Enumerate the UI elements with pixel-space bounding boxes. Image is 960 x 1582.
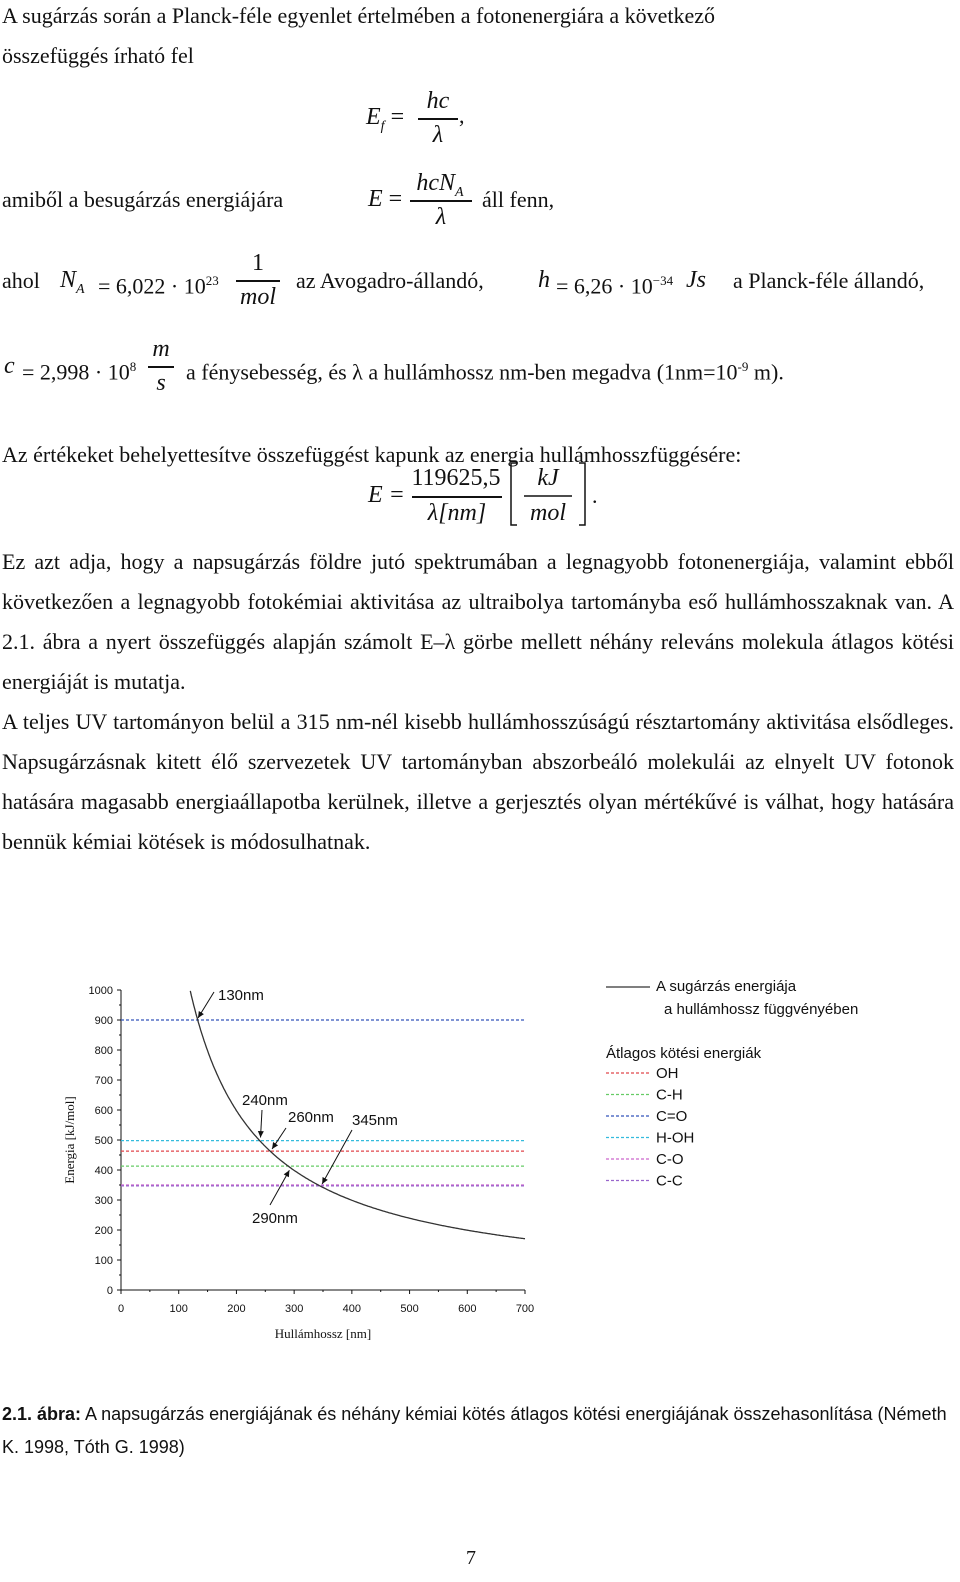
c-exponent: 8 <box>129 359 137 374</box>
page-number: 7 <box>466 1547 476 1569</box>
na-exponent: 23 <box>205 273 219 288</box>
y-tick-label: 500 <box>94 1135 113 1147</box>
legend-title: Átlagos kötési energiák <box>606 1045 762 1062</box>
y-tick-label: 800 <box>94 1045 113 1057</box>
x-tick-label: 500 <box>400 1303 419 1315</box>
na-symbol: N <box>60 267 77 293</box>
h-symbol: h <box>538 267 550 293</box>
y-tick-label: 400 <box>94 1165 113 1177</box>
annotation-260nm: 260nm <box>288 1109 334 1126</box>
x-tick-label: 100 <box>169 1303 188 1315</box>
annotation-345nm: 345nm <box>352 1112 398 1129</box>
h-exponent: −34 <box>652 273 674 288</box>
eq2-denominator: λ <box>435 204 447 230</box>
legend-label-c-o: C-O <box>656 1151 684 1168</box>
eq1-trail: , <box>459 103 465 128</box>
c-label-post: m). <box>748 359 784 385</box>
legend-label-oh: OH <box>656 1065 679 1082</box>
ahol-text: ahol <box>2 268 40 293</box>
na-unit-numerator: 1 <box>252 250 264 276</box>
arrow-345nm <box>322 1130 352 1184</box>
na-sub: A <box>76 281 85 297</box>
x-tick-label: 200 <box>227 1303 246 1315</box>
c-unit-denominator: s <box>156 370 166 396</box>
arrow-130nm-head <box>198 1011 204 1018</box>
eq1-numerator: hc <box>426 88 450 114</box>
y-tick-label: 0 <box>106 1285 113 1297</box>
res-den-unit: [nm] <box>438 500 487 526</box>
c-unit-numerator: m <box>152 336 170 362</box>
legend-label-c-h: C-H <box>656 1086 683 1104</box>
energy-wavelength-chart <box>0 960 960 1360</box>
paragraph-2: A teljes UV tartományon belül a 315 nm-nél kisebb hullámhosszúságú résztartomány aktivitása elsődleges. Napsugárzásnak kitett élő szervezetek UV tartományban abszorbeáló molekulái az elnyelt UV fotonok hatására magasabb energiaállapotba kerülnek, illetve a gerjesztés olyan mértékűvé is válhat, hogy hatására bennük kémiai kötések is módosulhatnak. <box>2 709 954 854</box>
y-tick-label: 900 <box>94 1015 113 1027</box>
res-den-lambda: λ <box>427 500 439 526</box>
arrow-240nm-head <box>258 1131 264 1137</box>
x-axis-label: Hullámhossz [nm] <box>274 1326 372 1341</box>
res-unit-numerator: kJ <box>537 465 559 491</box>
y-tick-label: 300 <box>94 1195 113 1207</box>
y-axis-label: Energia [kJ/mol] <box>62 1096 77 1184</box>
arrow-260nm-head <box>272 1142 278 1149</box>
intro-line-2: összefüggés írható fel <box>2 43 194 68</box>
planck-label: a Planck-féle állandó, <box>733 268 925 293</box>
na-fraction-bar <box>236 280 280 282</box>
eq1-denominator: λ <box>432 122 444 148</box>
avogadro-label: az Avogadro-állandó, <box>296 268 484 293</box>
na-unit-denominator: mol <box>240 284 276 310</box>
figure-caption <box>2 1398 952 1464</box>
c-symbol: c <box>4 353 15 379</box>
annotation-240nm: 240nm <box>242 1092 288 1109</box>
caption-label: 2.1. ábra: <box>2 1404 82 1424</box>
eq2-numerator: hcN <box>416 170 456 196</box>
intro-line-1: A sugárzás során a Planck-féle egyenlet értelmében a fotonenergiára a következő <box>2 3 716 28</box>
legend-label-c-c: C-C <box>656 1172 683 1190</box>
x-tick-label: 0 <box>117 1303 125 1315</box>
legend-curve-line2: a hullámhossz függvényében <box>664 1001 859 1018</box>
y-tick-label: 600 <box>94 1105 113 1117</box>
annotation-290nm: 290nm <box>252 1210 298 1227</box>
h-value: = 6,26 · 10 <box>556 273 653 299</box>
c-label-exp: -9 <box>737 359 749 374</box>
substitution-text: Az értékeket behelyettesítve összefüggést kapunk az energia hullámhosszfüggésére: <box>2 442 742 467</box>
y-tick-label: 100 <box>94 1255 113 1267</box>
y-tick-label: 1000 <box>88 985 113 997</box>
eq2-fraction-bar <box>410 200 472 202</box>
eq1-fraction-bar <box>418 118 458 120</box>
amibol-text: amiből a besugárzás energiájára <box>2 187 284 212</box>
eq1-lhs-sub: f <box>380 118 385 134</box>
res-fraction-bar <box>412 496 502 498</box>
all-fenn-text: áll fenn, <box>482 187 555 212</box>
c-label-pre: a fénysebesség, és λ a hullámhossz nm-ben megadva (1nm=10 <box>186 359 738 385</box>
eq1-lhs: E <box>366 104 381 130</box>
x-tick-label: 700 <box>515 1303 535 1315</box>
legend-label-h-oh: H-OH <box>656 1129 695 1147</box>
res-lhs: E = <box>368 482 405 508</box>
caption-text: A napsugárzás energiájának és néhány kémiai kötés átlagos kötési energiájának összehasonlítása (Németh K. 1998, Tóth G. 1998) <box>2 1404 947 1457</box>
eq2-numerator-sub: A <box>455 184 464 200</box>
res-unit-denominator: mol <box>530 500 566 526</box>
x-tick-label: 600 <box>458 1303 477 1315</box>
eq2-lhs: E <box>368 186 383 212</box>
c-value: = 2,998 · 10 <box>22 359 130 385</box>
legend-curve-line1: A sugárzás energiája <box>656 978 797 995</box>
legend-label-c=o: C=O <box>656 1108 688 1125</box>
res-trail: . <box>592 483 598 508</box>
annotation-130nm: 130nm <box>218 987 264 1004</box>
res-numerator: 119625,5 <box>411 465 501 491</box>
x-tick-label: 400 <box>342 1303 362 1315</box>
light-speed-label <box>186 353 784 386</box>
na-value: = 6,022 · 10 <box>98 273 206 299</box>
y-tick-label: 700 <box>94 1075 113 1087</box>
y-tick-label: 200 <box>94 1225 113 1237</box>
paragraph-1: Ez azt adja, hogy a napsugárzás földre jutó spektrumában a legnagyobb fotonenergiája, valamint ebből következően a legnagyobb fotokémiai aktivitása az ultraibolya tartományba eső hullámhosszaknak van. A 2.1. ábra a nyert összefüggés alapján számolt E–λ görbe mellett néhány releváns molekula átlagos kötési energiáját is mutatja. <box>2 549 954 694</box>
x-tick-label: 300 <box>284 1303 304 1315</box>
c-fraction-bar <box>148 366 174 368</box>
h-unit: Js <box>686 267 706 293</box>
